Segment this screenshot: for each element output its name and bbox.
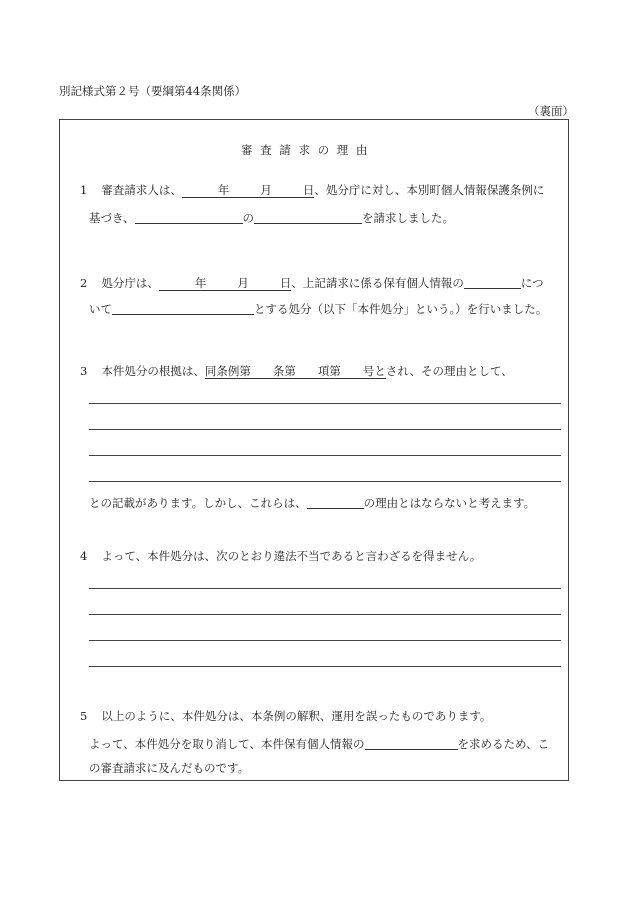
- section-1-day-label: 日: [302, 183, 315, 197]
- section-4-writing-line-1[interactable]: [89, 588, 561, 589]
- section-3-text-a: 本件処分の根拠は、: [101, 364, 205, 378]
- section-1-text-d: の: [242, 211, 255, 225]
- section-5-line-1: [80, 711, 491, 723]
- section-3-law-b: 条第: [272, 364, 296, 378]
- section-2-text-b: 、上記請求に係る保有個人情報の: [291, 276, 464, 290]
- section-4-writing-line-4[interactable]: [89, 666, 561, 667]
- section-4-number: 4: [80, 549, 88, 563]
- section-2-text-a: 処分庁は、: [101, 276, 159, 290]
- section-3-closing-b: の理由とはならないと考えます。: [363, 496, 536, 510]
- section-2-date-field[interactable]: [159, 276, 292, 291]
- section-5-number: 5: [80, 709, 88, 723]
- section-3-writing-line-2[interactable]: [89, 429, 561, 430]
- section-1-text-a: 審査請求人は、: [101, 183, 182, 197]
- section-1-month-label: 月: [260, 183, 272, 197]
- section-3-blank[interactable]: [307, 496, 364, 509]
- section-2-number: 2: [80, 276, 88, 290]
- section-5-text-a: 以上のように、本件処分は、本条例の解釈、運用を誤ったものであります。: [101, 709, 492, 723]
- section-5-blank[interactable]: [365, 737, 458, 750]
- section-1-line-1: [80, 185, 544, 197]
- section-3-writing-line-4[interactable]: [89, 481, 561, 482]
- section-1-text-e: を請求しました。: [362, 211, 455, 225]
- section-3-number: 3: [80, 364, 88, 378]
- section-1-line-2: [89, 211, 454, 225]
- section-1-year-label: 年: [217, 183, 230, 197]
- section-2-year-label: 年: [194, 276, 207, 290]
- section-2-blank-2[interactable]: [112, 302, 254, 315]
- section-4-line-1: [80, 551, 481, 563]
- section-1-text-b: 、処分庁に対し、本別町個人情報保護条例に: [314, 183, 545, 197]
- section-5-text-d: の審査請求に及んだものです。: [89, 761, 250, 775]
- section-5-line-2: [89, 737, 549, 751]
- section-2-month-label: 月: [237, 276, 249, 290]
- section-3-closing-a: との記載があります。しかし、これらは、: [89, 496, 307, 510]
- reverse-side-label: （裏面）: [528, 104, 574, 118]
- form-title: 審 査 請 求 の 理 由: [241, 143, 370, 157]
- section-3-law-d: 号と: [362, 364, 386, 378]
- section-2-line-1: [80, 276, 544, 290]
- section-3-writing-line-3[interactable]: [89, 455, 561, 456]
- section-1-blank-2[interactable]: [254, 211, 362, 224]
- section-2-text-c: につ: [520, 276, 544, 290]
- section-1-date-field[interactable]: [182, 183, 315, 198]
- section-5-text-b: よって、本件処分を取り消して、本件保有個人情報の: [89, 737, 365, 751]
- section-5-text-c: を求めるため、こ: [457, 737, 550, 751]
- section-3-writing-line-1[interactable]: [89, 403, 561, 404]
- section-2-day-label: 日: [279, 276, 292, 290]
- section-2-blank-1[interactable]: [464, 276, 521, 289]
- section-3-law-c: 項第: [317, 364, 341, 378]
- section-2-line-2: [89, 302, 547, 316]
- section-1-blank-1[interactable]: [135, 211, 243, 224]
- section-3-line-1: [80, 366, 513, 378]
- section-3-closing-line: [89, 496, 535, 510]
- section-3-text-b: され、その理由として、: [385, 364, 513, 378]
- section-1-number: 1: [80, 183, 88, 197]
- section-3-law-reference-field[interactable]: [205, 364, 386, 379]
- section-4-writing-line-2[interactable]: [89, 614, 561, 615]
- section-4-text: よって、本件処分は、次のとおり違法不当であると言わざるを得ません。: [101, 549, 482, 563]
- section-2-text-e: とする処分（以下「本件処分」という。）を行いました。: [254, 302, 548, 316]
- section-5-line-3: [89, 763, 249, 775]
- section-4-writing-line-3[interactable]: [89, 640, 561, 641]
- section-3-law-a: 同条例第: [204, 364, 251, 378]
- form-number-label: 別記様式第２号（要綱第44条関係）: [59, 84, 247, 98]
- section-2-text-d: いて: [89, 302, 112, 316]
- section-1-text-c: 基づき、: [89, 211, 135, 225]
